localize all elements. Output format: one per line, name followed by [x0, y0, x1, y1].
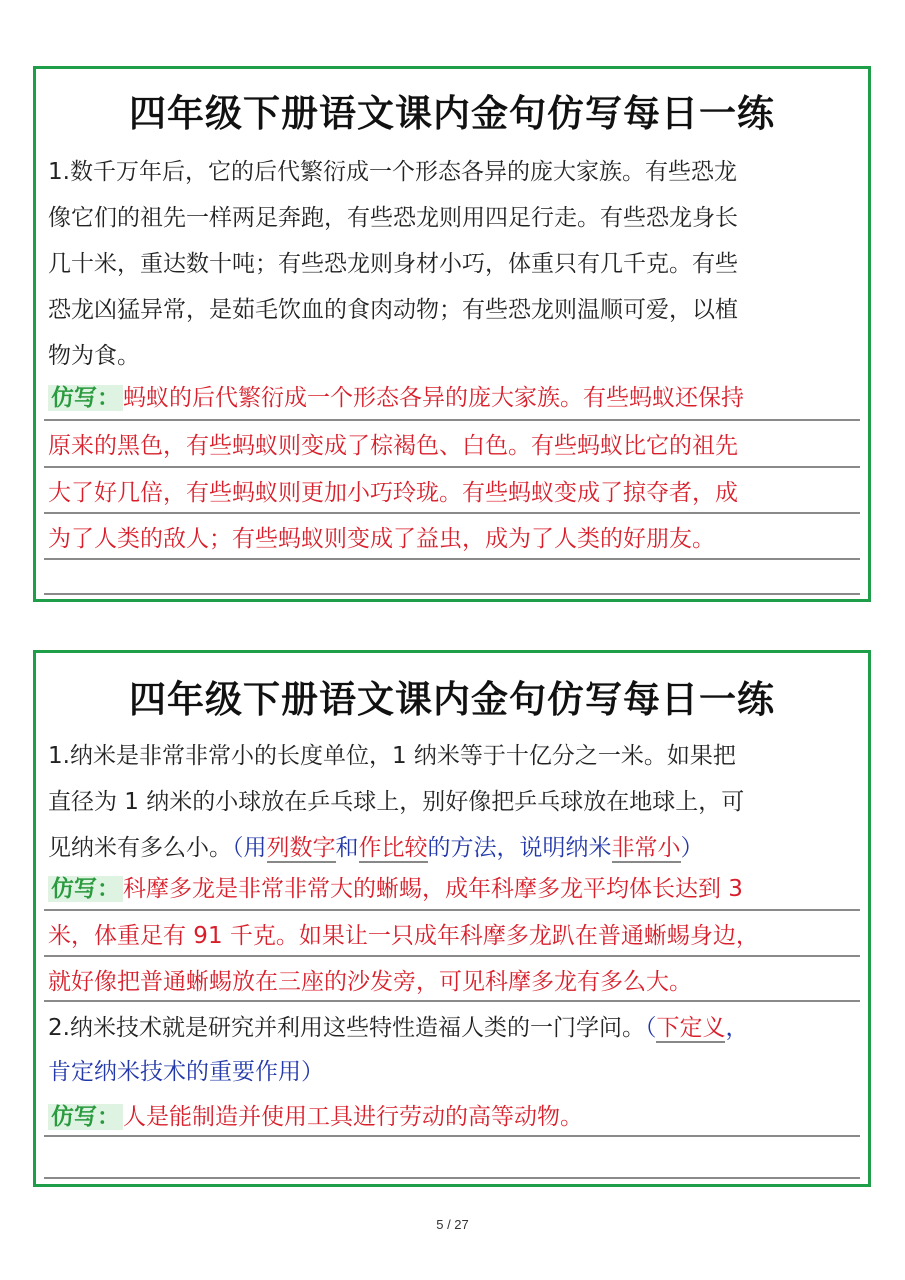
writing-rule — [44, 558, 860, 560]
keyword: 作比较 — [358, 835, 428, 861]
answer-text: 科摩多龙是非常非常大的蜥蜴，成年科摩多龙平均体长达到 3 — [123, 876, 743, 902]
writing-rule — [44, 1000, 860, 1002]
answer-text: 人是能制造并使用工具进行劳动的高等动物。 — [123, 1104, 583, 1130]
writing-rule — [44, 512, 860, 514]
question-line: 像它们的祖先一样两足奔跑，有些恐龙则用四足行走。有些恐龙身长 — [48, 205, 738, 231]
keyword: 下定义 — [656, 1015, 726, 1041]
answer-line — [48, 1094, 583, 1140]
imitation-label: 仿写： — [48, 876, 123, 902]
question-line — [48, 1005, 748, 1051]
writing-rule — [44, 955, 860, 957]
question-line: 1.数千万年后，它的后代繁衍成一个形态各异的庞大家族。有些恐龙 — [48, 159, 737, 185]
method-note: （用列数字和作比较的方法，说明纳米非常小） — [232, 835, 704, 861]
keyword: 非常小 — [611, 835, 681, 861]
question-line: 1.纳米是非常非常小的长度单位，1 纳米等于十亿分之一米。如果把 — [48, 743, 736, 769]
writing-rule — [44, 419, 860, 421]
page-number: 5 / 27 — [436, 1217, 469, 1232]
writing-rule — [44, 909, 860, 911]
answer-line: 米，体重足有 91 千克。如果让一只成年科摩多龙趴在普通蜥蜴身边， — [48, 923, 759, 949]
question-text: 2.纳米技术就是研究并利用这些特性造福人类的一门学问。 — [48, 1015, 645, 1041]
exercise-card-1 — [33, 66, 871, 602]
imitation-label: 仿写： — [48, 1104, 123, 1130]
method-note: （下定义， — [644, 1015, 749, 1041]
keyword: 列数字 — [266, 835, 336, 861]
exercise-card-2 — [33, 650, 871, 1187]
answer-line — [48, 866, 743, 912]
imitation-label: 仿写： — [48, 385, 123, 411]
question-line: 几十米，重达数十吨；有些恐龙则身材小巧，体重只有几千克。有些 — [48, 251, 738, 277]
writing-rule — [44, 593, 860, 595]
question-line — [48, 825, 704, 871]
answer-line: 原来的黑色，有些蚂蚁则变成了棕褐色、白色。有些蚂蚁比它的祖先 — [48, 433, 738, 459]
answer-line: 大了好几倍，有些蚂蚁则更加小巧玲珑。有些蚂蚁变成了掠夺者，成 — [48, 480, 738, 506]
question-text: 见纳米有多么小。 — [48, 835, 232, 861]
card-title: 四年级下册语文课内金句仿写每日一练 — [129, 91, 775, 135]
question-line: 直径为 1 纳米的小球放在乒乓球上，别好像把乒乓球放在地球上，可 — [48, 789, 745, 815]
answer-line: 为了人类的敌人；有些蚂蚁则变成了益虫，成为了人类的好朋友。 — [48, 526, 715, 552]
answer-line: 就好像把普通蜥蜴放在三座的沙发旁，可见科摩多龙有多么大。 — [48, 969, 692, 995]
writing-rule — [44, 466, 860, 468]
writing-rule — [44, 1135, 860, 1137]
question-line: 物为食。 — [48, 343, 140, 369]
question-line: 恐龙凶猛异常，是茹毛饮血的食肉动物；有些恐龙则温顺可爱，以植 — [48, 297, 738, 323]
card-title: 四年级下册语文课内金句仿写每日一练 — [129, 677, 775, 721]
answer-text: 蚂蚁的后代繁衍成一个形态各异的庞大家族。有些蚂蚁还保持 — [123, 385, 744, 411]
writing-rule — [44, 1177, 860, 1179]
answer-line — [48, 375, 744, 421]
method-note: 肯定纳米技术的重要作用） — [48, 1059, 324, 1085]
